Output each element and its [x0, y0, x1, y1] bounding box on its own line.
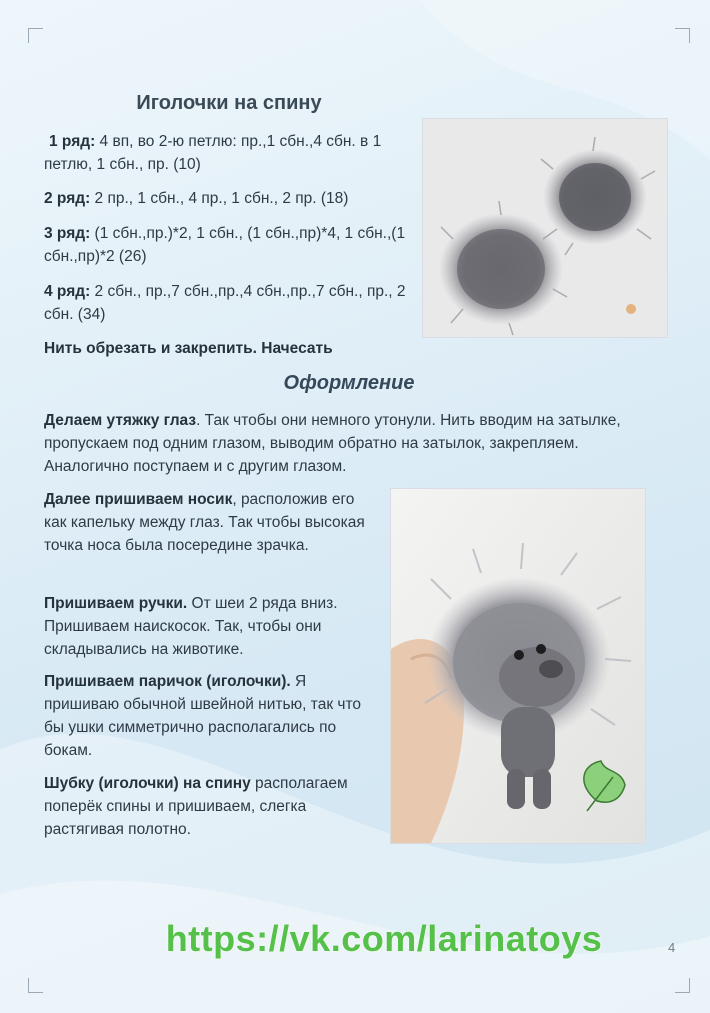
- step-wig-text: Я пришиваю обычной швейной нитью, так что бы ушки симметрично располагались по бокам.: [44, 673, 362, 759]
- step-wig: [44, 670, 374, 762]
- step-arms-bold: Пришиваем ручки.: [44, 595, 188, 612]
- row-1-text: 4 вп, во 2-ю петлю: пр.,1 сбн.,4 сбн. в 1 петлю, 1 сбн., пр. (10): [44, 133, 382, 173]
- step-nose-text: , расположив его как капельку между глаз. Так чтобы высокая точка носа была посередине зрачка.: [44, 491, 365, 554]
- step-back-spikes: [44, 772, 374, 841]
- step-arms: [44, 592, 374, 661]
- hedgehog-photo-illustration: [391, 489, 645, 843]
- hedgehog-photo: [390, 488, 646, 844]
- section-title: Оформление: [283, 372, 415, 394]
- spikes-photo-illustration: [423, 119, 667, 337]
- step-nose: [44, 488, 374, 557]
- row-3-label: 3 ряд:: [44, 225, 91, 242]
- finish-note-text: Нить обрезать и закрепить. Начесать: [44, 340, 333, 357]
- row-2-label: 2 ряд:: [44, 190, 91, 207]
- page-title: Иголочки на спину: [136, 92, 322, 114]
- row-2: [44, 187, 416, 210]
- crop-mark-bottom-right: [675, 978, 690, 993]
- step-eyes-text: . Так чтобы они немного утонули. Нить вводим на затылке, пропускаем под одним глазом, выводим обратно на затылок, закрепляем. Аналогично поступаем и с другим глазом.: [44, 412, 621, 475]
- row-4-text: 2 сбн., пр.,7 сбн.,пр.,4 сбн.,пр.,7 сбн., пр., 2 сбн. (34): [44, 283, 406, 323]
- step-back-spikes-bold: Шубку (иголочки) на спину: [44, 775, 251, 792]
- page-number: 4: [668, 940, 676, 955]
- step-back-spikes-text: располагаем поперёк спины и пришиваем, слегка растягивая полотно.: [44, 775, 348, 838]
- step-eyes-bold: Делаем утяжку глаз: [44, 412, 197, 429]
- crop-mark-bottom-left: [28, 978, 43, 993]
- finish-note: [44, 337, 416, 360]
- step-wig-bold: Пришиваем паричок (иголочки).: [44, 673, 291, 690]
- footer-url-link[interactable]: https://vk.com/larinatoys: [165, 918, 603, 959]
- row-4: [44, 280, 416, 326]
- logo-mark-icon: [626, 304, 636, 314]
- step-eyes: [44, 409, 654, 478]
- crop-mark-top-left: [28, 28, 43, 43]
- crop-mark-top-right: [675, 28, 690, 43]
- row-3: [44, 222, 416, 268]
- row-1-label: 1 ряд:: [49, 133, 96, 150]
- row-3-text: (1 сбн.,пр.)*2, 1 сбн., (1 сбн.,пр)*4, 1 сбн.,(1 сбн.,пр)*2 (26): [44, 225, 406, 265]
- step-nose-bold: Далее пришиваем носик: [44, 491, 233, 508]
- row-1: [44, 130, 416, 176]
- spikes-photo: [422, 118, 668, 338]
- row-2-text: 2 пр., 1 сбн., 4 пр., 1 сбн., 2 пр. (18): [90, 190, 349, 207]
- step-arms-text: От шеи 2 ряда вниз. Пришиваем наискосок. Так, чтобы они складывались на животике.: [44, 595, 338, 658]
- row-4-label: 4 ряд:: [44, 283, 91, 300]
